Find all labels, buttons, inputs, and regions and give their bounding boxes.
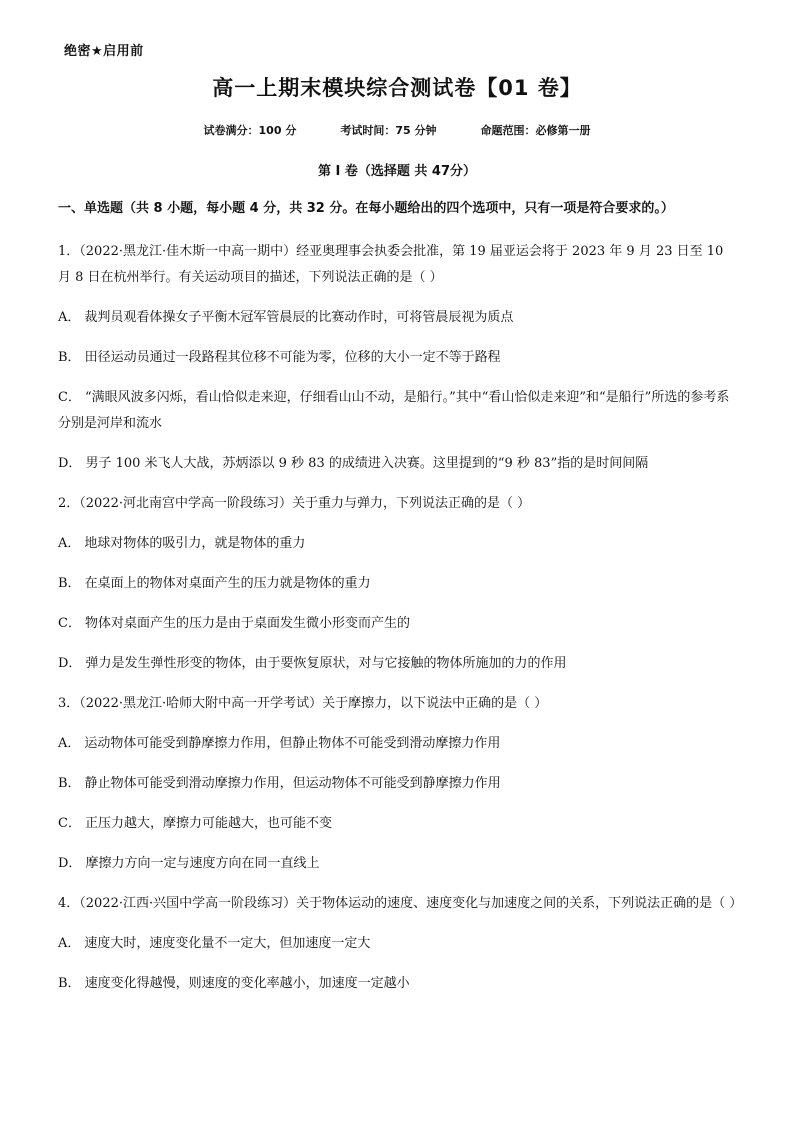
option-label: B． — [58, 576, 81, 591]
option-c — [58, 611, 738, 637]
option-label: B． — [58, 776, 81, 791]
option-label: A． — [58, 936, 81, 951]
option-d — [58, 651, 738, 677]
question-stem: 4．（2022·江西·兴国中学高一阶段练习）关于物体运动的速度、速度变化与加速度之间的关系，下列说法正确的是（ ） — [58, 896, 743, 911]
option-text: 弹力是发生弹性形变的物体，由于要恢复原状，对与它接触的物体所施加的力的作用 — [85, 656, 567, 671]
option-text: 地球对物体的吸引力，就是物体的重力 — [84, 536, 306, 551]
part-instruction: 一、单选题（共 8 小题，每小题 4 分，共 32 分。在每小题给出的四个选项中，只有一项是符合要求的。） — [58, 201, 674, 216]
question-stem: 3．（2022·黑龙江·哈师大附中高一开学考试）关于摩擦力，以下说法中正确的是（ ） — [58, 696, 548, 711]
option-c — [58, 385, 738, 437]
option-text: 静止物体可能受到滑动摩擦力作用，但运动物体不可能受到静摩擦力作用 — [84, 776, 501, 791]
option-text: 摩擦力方向一定与速度方向在同一直线上 — [85, 856, 320, 871]
option-text: 男子 100 米飞人大战，苏炳添以 9 秒 83 的成绩进入决赛。这里提到的“9 秒 83”指的是时间间隔 — [85, 456, 649, 471]
option-label: B． — [58, 976, 81, 991]
option-a — [58, 731, 738, 757]
question-stem: 1．（2022·黑龙江·佳木斯一中高一期中）经亚奥理事会执委会批准，第 19 届亚运会将于 2023 年 9 月 23 日至 10 月 8 日在杭州举行。有关运动项目的描述，下列说法正确的是（ ） — [58, 244, 724, 285]
option-text: “满眼风波多闪烁，看山恰似走来迎，仔细看山山不动，是船行。”其中“看山恰似走来迎”和“是船行”所选的参考系分别是河岸和流水 — [58, 390, 730, 431]
question-2 — [58, 491, 738, 677]
option-text: 速度大时，速度变化量不一定大，但加速度一定大 — [84, 936, 371, 951]
option-b — [58, 771, 738, 797]
option-label: D． — [58, 856, 82, 871]
question-1 — [58, 239, 738, 477]
option-d — [58, 851, 738, 877]
option-text: 物体对桌面产生的压力是由于桌面发生微小形变而产生的 — [84, 616, 410, 631]
option-label: C． — [58, 816, 81, 831]
question-4 — [58, 891, 743, 997]
option-label: A． — [58, 736, 81, 751]
option-b — [58, 571, 738, 597]
option-label: D． — [58, 456, 82, 471]
option-a — [58, 305, 738, 331]
option-label: C． — [58, 390, 81, 405]
option-c — [58, 811, 738, 837]
exam-time: 考试时间：75 分钟 — [340, 124, 437, 137]
confidential-mark: 绝密★启用前 — [64, 44, 144, 59]
option-text: 田径运动员通过一段路程其位移不可能为零，位移的大小一定不等于路程 — [84, 350, 501, 365]
option-text: 在桌面上的物体对桌面产生的压力就是物体的重力 — [84, 576, 371, 591]
option-label: D． — [58, 656, 82, 671]
option-text: 运动物体可能受到静摩擦力作用，但静止物体不可能受到滑动摩擦力作用 — [84, 736, 501, 751]
option-b — [58, 971, 738, 997]
option-d — [58, 451, 738, 477]
exam-meta — [0, 122, 794, 138]
option-a — [58, 531, 738, 557]
question-content — [58, 199, 743, 1011]
page-title: 高一上期末模块综合测试卷【01 卷】 — [212, 76, 582, 100]
question-stem: 2．（2022·河北南宫中学高一阶段练习）关于重力与弹力，下列说法正确的是（ ） — [58, 496, 531, 511]
option-a — [58, 931, 738, 957]
option-text: 正压力越大，摩擦力可能越大，也可能不变 — [84, 816, 332, 831]
exam-scope: 命题范围：必修第一册 — [480, 124, 591, 137]
option-text: 速度变化得越慢，则速度的变化率越小，加速度一定越小 — [84, 976, 410, 991]
option-label: C． — [58, 616, 81, 631]
option-label: A． — [58, 536, 81, 551]
option-label: A． — [58, 310, 81, 325]
option-label: B． — [58, 350, 81, 365]
option-b — [58, 345, 738, 371]
exam-score: 试卷满分：100 分 — [203, 124, 297, 137]
section-title: 第 I 卷（选择题 共 47分） — [317, 164, 477, 179]
question-3 — [58, 691, 738, 877]
option-text: 裁判员观看体操女子平衡木冠军管晨辰的比赛动作时，可将管晨辰视为质点 — [84, 310, 514, 325]
